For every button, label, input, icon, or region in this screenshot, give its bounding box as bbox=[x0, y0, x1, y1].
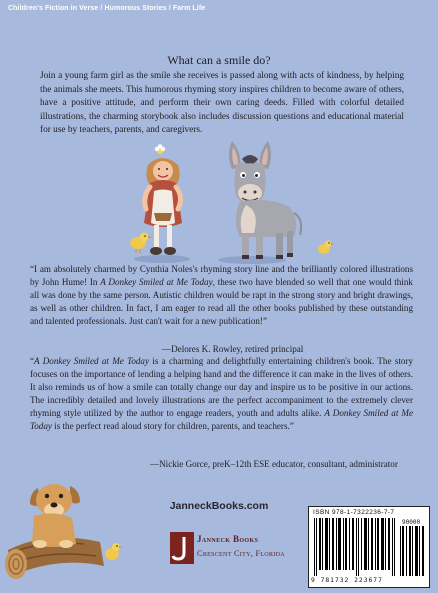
review-quote-1 bbox=[30, 263, 413, 328]
website-url[interactable]: JanneckBooks.com bbox=[169, 500, 269, 512]
publisher-imprint bbox=[170, 530, 320, 566]
barcode-addon: 90000 bbox=[402, 519, 421, 526]
chick-icon bbox=[105, 543, 122, 560]
puppy-on-log-illustration bbox=[4, 472, 122, 588]
review-attribution-2: —Nickie Gorce, preK–12th ESE educator, consultant, administrator bbox=[150, 459, 398, 469]
description-text: Join a young farm girl as the smile she receives is passed along with acts of kindness, by helping the animals she meets. This humorous rhyming story inspires children to become aware of others, have a positive attitude, and perform their own caring deeds. Filled with colorful detailed illustrations, the charming storybook also includes discussion questions and educational material for use by teachers, parents, and caregivers. bbox=[40, 71, 404, 136]
book-title: A Donkey Smiled at Me Today bbox=[100, 276, 213, 287]
publisher-city: Crescent City, Florida bbox=[197, 549, 285, 558]
review-quote-2 bbox=[30, 355, 413, 432]
isbn-number: ISBN 978-1-7322236-7-7 bbox=[313, 509, 395, 516]
ean-digits: 9 781732 223677 bbox=[311, 577, 383, 584]
publisher-name: Janneck Books bbox=[197, 534, 259, 544]
book-title: A Donkey Smiled at Me Today bbox=[34, 356, 150, 366]
quote-text: “ bbox=[30, 356, 35, 366]
donkey-icon bbox=[229, 141, 301, 259]
book-title: A Donkey Smiled at Me Today bbox=[30, 407, 413, 431]
book-description bbox=[40, 70, 404, 138]
quote-text: is a charming and delightfully entertaining children's book. The story focuses on the importance of lending a helping hand and the difference it can make in the lives of others. It also reminds us of how a smile can totally change our day and inspire us to be positive in our actions. The incredibly detailed and lovely illustrations are the perfect accompaniment to the extremely clever rhyming style utilized by the author to engage readers, youth and adults alike. bbox=[30, 356, 413, 418]
publisher-logo-icon bbox=[170, 532, 194, 564]
quote-text: , these two have blended so well that one would think all was done by the same person. Autistic children would be rapt in the strong story and bright drawings, as well as other children. In fact, I am eager to read all the other books published by these outstanding and talented professionals. Just can't wait for a new publication!” bbox=[30, 276, 413, 326]
review-attribution-1: —Delores K. Rowley, retired principal bbox=[162, 344, 304, 354]
barcode-bars-icon bbox=[312, 518, 426, 576]
isbn-barcode bbox=[308, 506, 430, 588]
farm-girl-icon bbox=[144, 144, 182, 255]
puppy-icon bbox=[30, 484, 80, 548]
headline: What can a smile do? bbox=[167, 53, 271, 67]
quote-text: “I am absolutely charmed by Cynthia Noles's rhyming story line and the brilliantly colored illustrations by John Hume! In bbox=[30, 264, 413, 287]
chick-right-icon bbox=[318, 241, 334, 255]
chick-left-icon bbox=[130, 233, 152, 254]
farm-girl-and-donkey-illustration bbox=[110, 135, 340, 265]
category-line: Children's Fiction in Verse / Humorous Stories / Farm Life bbox=[8, 5, 206, 12]
quote-text: is the perfect read aloud story for children, parents, and teachers.” bbox=[51, 420, 294, 431]
